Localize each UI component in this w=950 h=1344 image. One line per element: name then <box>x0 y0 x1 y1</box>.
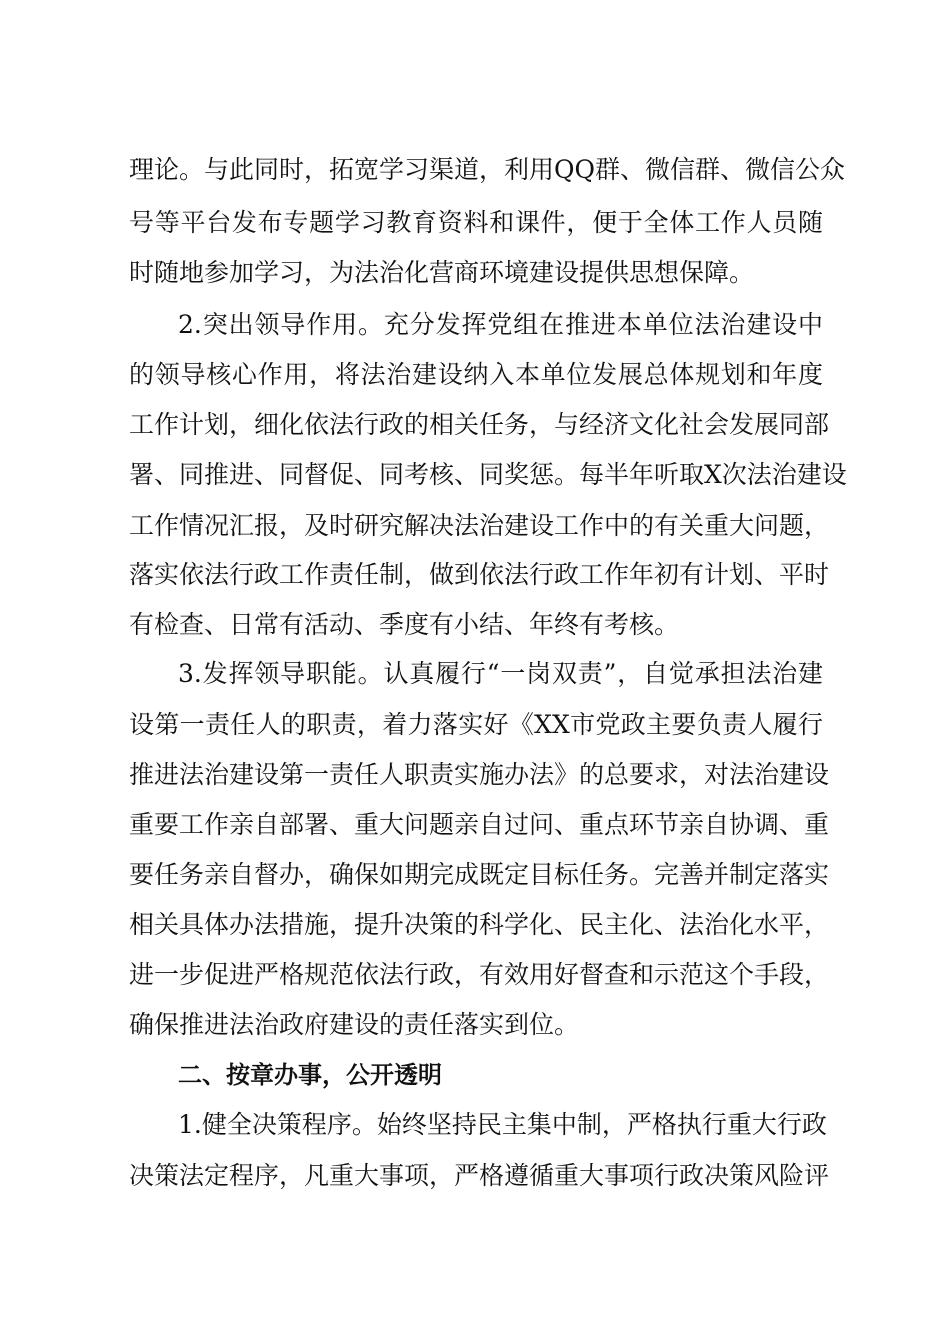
item-2-1-line: 决策法定程序，凡重大事项，严格遵循重大事项行政决策风险评 <box>129 1161 830 1190</box>
item-3-line: 设第一责任人的职责，着力落实好《XX市党政主要负责人履行 <box>129 710 823 739</box>
item-2-line: 工作情况汇报，及时研究解决法治建设工作中的有关重大问题， <box>129 511 830 540</box>
paragraph-line: 理论。与此同时，拓宽学习渠道，利用QQ群、微信群、微信公众 <box>129 155 845 184</box>
paragraph-line: 时随地参加学习，为法治化营商环境建设提供思想保障。 <box>129 258 755 287</box>
item-3-line: 确保推进法治政府建设的责任落实到位。 <box>129 1010 580 1039</box>
section-heading: 二、按章办事，公开透明 <box>178 1061 442 1089</box>
item-2-line: 2.突出领导作用。充分发挥党组在推进本单位法治建设中 <box>178 310 823 339</box>
item-3-line: 进一步促进严格规范依法行政，有效用好督查和示范这个手段， <box>129 960 830 989</box>
item-3-line: 重要工作亲自部署、重大问题亲自过问、重点环节亲自协调、重 <box>129 810 830 839</box>
item-2-line: 有检查、日常有活动、季度有小结、年终有考核。 <box>129 610 680 639</box>
paragraph-line: 号等平台发布专题学习教育资料和课件，便于全体工作人员随 <box>129 208 823 237</box>
item-3-line: 推进法治建设第一责任人职责实施办法》的总要求，对法治建设 <box>129 760 830 789</box>
item-2-line: 工作计划，细化依法行政的相关任务，与经济文化社会发展同部 <box>129 410 830 439</box>
item-2-line: 的领导核心作用，将法治建设纳入本单位发展总体规划和年度 <box>129 360 823 389</box>
item-2-line: 署、同推进、同督促、同考核、同奖惩。每半年听取X次法治建设 <box>129 460 847 489</box>
item-3-line: 要任务亲自督办，确保如期完成既定目标任务。完善并制定落实 <box>129 860 830 889</box>
item-3-line: 3.发挥领导职能。认真履行“一岗双责”，自觉承担法治建 <box>178 659 823 688</box>
item-2-line: 落实依法行政工作责任制，做到依法行政工作年初有计划、平时 <box>129 560 830 589</box>
item-2-1-line: 1.健全决策程序。始终坚持民主集中制，严格执行重大行政 <box>178 1110 827 1139</box>
item-3-line: 相关具体办法措施，提升决策的科学化、民主化、法治化水平， <box>129 910 830 939</box>
